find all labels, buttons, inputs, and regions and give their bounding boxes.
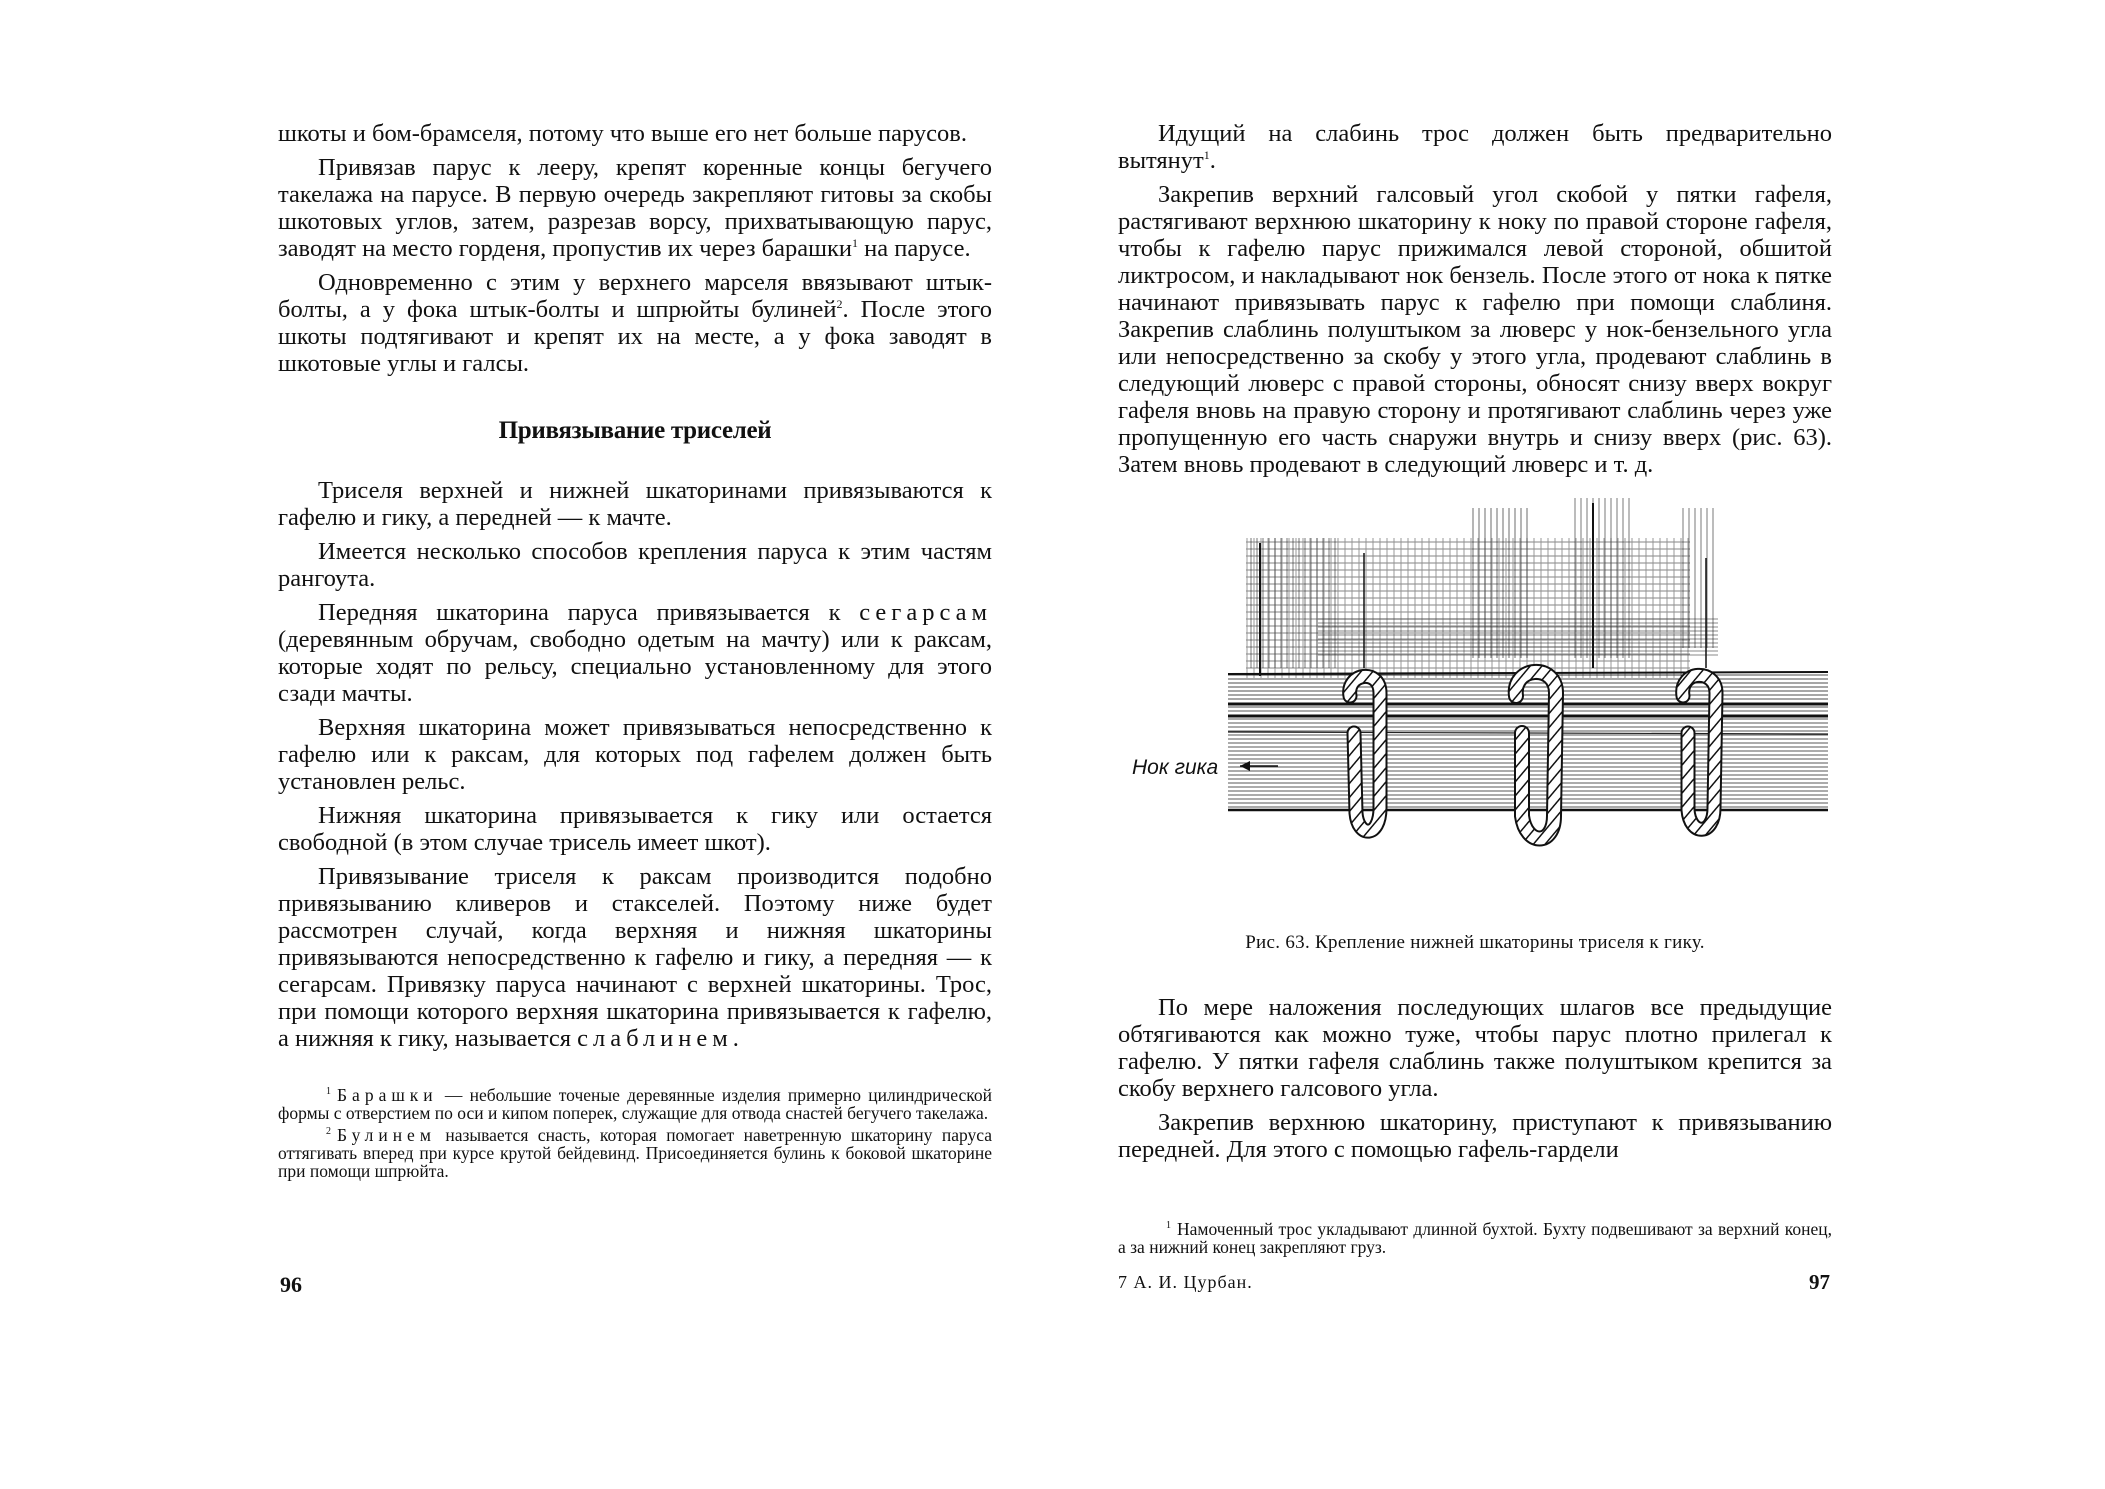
page-number: 97 <box>1809 1270 1830 1294</box>
printer-signature: 7 А. И. Цурбан. <box>1118 1272 1253 1292</box>
page-number: 96 <box>280 1272 302 1297</box>
footnotes <box>278 1086 992 1180</box>
boom-lashing-illustration <box>1118 498 1832 928</box>
paragraph: Имеется несколько способов крепления паруса к этим частям рангоута. <box>278 538 992 592</box>
figure-caption: Рис. 63. Крепление нижней шкаторины триселя к гику. <box>1245 932 1705 953</box>
right-page <box>1118 120 1832 1300</box>
paragraph: шкоты и бом-брамселя, потому что выше его нет больше парусов. <box>278 120 967 147</box>
section-heading: Привязывание триселей <box>498 417 772 444</box>
footnote: $^2$ Булинем называется снасть, которая помогает наветренную шкаторину паруса оттягивать вперед при курсе крутой бейдевинд. Присоединяется булинь к боковой шкаторине при помощи шпрюйта. <box>278 1125 992 1181</box>
footnote-ref: 1 <box>852 235 858 250</box>
figure-label: Нок гика <box>1132 756 1219 779</box>
paragraph: Идущий на слабинь трос должен быть предварительно вытянут$^1$. <box>1118 120 1832 174</box>
paragraph: Закрепив верхнюю шкаторину, приступают к привязыванию передней. Для этого с помощью гафель-гардели <box>1118 1109 1832 1163</box>
spaced-term: слаблинем <box>577 1025 733 1052</box>
footnotes <box>1118 1220 1832 1260</box>
paragraph: Одновременно с этим у верхнего марселя ввязывают штык-болты, а у фока штык-болты и шпрюйты булиней$^2$. После этого шкоты подтягивают и крепят их на месте, а у фока заводят в шкотовые углы и галсы. <box>278 269 992 377</box>
paragraph: Привязав парус к лееру, крепят коренные концы бегучего такелажа на парусе. В первую очередь закрепляют гитовы за скобы шкотовых углов, затем, разрезав ворсу, прихватывающую парус, заводят на место горденя, пропустив их через барашки$^1$ на парусе. <box>278 154 992 262</box>
paragraph: Привязывание триселя к раксам производится подобно привязыванию кливеров и стакселей. Поэтому ниже будет рассмотрен случай, когда верхняя и нижняя шкаторины привязываются непосредственно к гафелю и гику, а передняя — к сегарсам. Привязку паруса начинают с верхней шкаторины. Трос, при помощи которого верхняя шкаторина привязывается к гафелю, а нижняя к гику, называется слаблинем. <box>278 863 992 1052</box>
footnote: $^1$ Намоченный трос укладывают длинной бухтой. Бухту подвешивают за верхний конец, а за нижний конец закрепляют груз. <box>1118 1219 1832 1257</box>
footnote-ref: 2 <box>836 296 843 311</box>
paragraph: Передняя шкаторина паруса привязывается к сегарсам (деревянным обручам, свободно одетым на мачту) или к раксам, которые ходят по рельсу, специально установленному для этого сзади мачты. <box>278 599 992 707</box>
paragraph: Нижняя шкаторина привязывается к гику или остается свободной (в этом случае трисель имеет шкот). <box>278 802 992 856</box>
figure <box>1118 498 1832 928</box>
spaced-term: сегарсам <box>859 599 992 626</box>
paragraph: Триселя верхней и нижней шкаторинами привязываются к гафелю и гику, а передней — к мачте. <box>278 477 992 531</box>
left-page <box>278 120 992 1300</box>
paragraph: По мере наложения последующих шлагов все предыдущие обтягиваются как можно туже, чтобы парус плотно прилегал к гафелю. У пятки гафеля слаблинь также полуштыком крепится за скобу верхнего галсового угла. <box>1118 994 1832 1102</box>
paragraph: Верхняя шкаторина может привязываться непосредственно к гафелю или к раксам, для которых под гафелем должен быть установлен рельс. <box>278 714 992 795</box>
footnote: $^1$ Барашки — небольшие точеные деревянные изделия примерно цилиндрической формы с отверстием по оси и кипом поперек, служащие для отвода снастей бегучего такелажа. <box>278 1085 992 1123</box>
paragraph: Закрепив верхний галсовый угол скобой у пятки гафеля, растягивают верхнюю шкаторину к ноку по правой стороне гафеля, чтобы к гафелю парус прижимался левой стороной, обшитой ликтросом, и накладывают нок бензель. После этого от нока к пятке начинают привязывать парус к гафелю при помощи слаблиня. Закрепив слаблинь полуштыком за люверс у нок-бензельного угла или непосредственно за скобу у этого угла, продевают слаблинь в следующий люверс с правой стороны, обносят снизу вверх вокруг гафеля вновь на правую сторону и протягивают слаблинь через уже пропущенную его часть снаружи внутрь и снизу вверх (рис. 63). Затем вновь продевают в следующий люверс и т. д. <box>1118 181 1832 478</box>
footnote-ref: 1 <box>1203 147 1210 162</box>
